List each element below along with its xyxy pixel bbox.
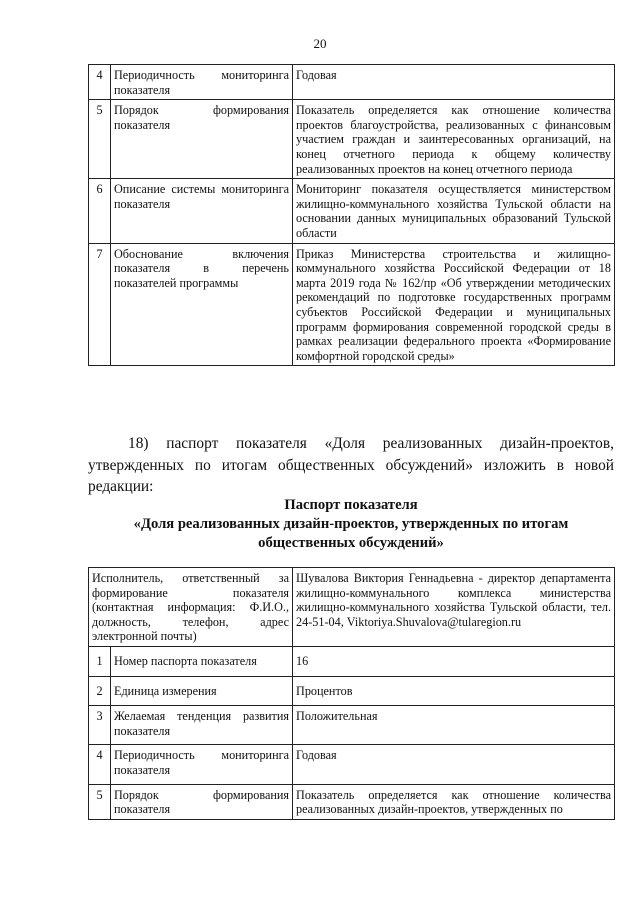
table-row: [89, 784, 615, 819]
responsible-value: Шувалова Виктория Геннадьевна - директор департамента жилищно-коммунального комплекса министерства жилищно-коммунального хозяйства Тульской области, тел. 24-51-04, Viktoriya.Shuvalova@tularegion.ru: [293, 568, 615, 647]
table-row: [89, 65, 615, 100]
row-label: Порядок формирования показателя: [111, 784, 293, 819]
row-number: 5: [89, 784, 111, 819]
table-row: [89, 179, 615, 243]
row-number: 3: [89, 706, 111, 745]
row-value: 16: [293, 646, 615, 676]
table-row: [89, 646, 615, 676]
amendment-paragraph: 18) паспорт показателя «Доля реализованных дизайн-проектов, утвержденных по итогам общественных обсуждений» изложить в новой редакции:: [88, 435, 614, 495]
page-bottom-margin: [0, 830, 640, 905]
table-row: [89, 243, 615, 366]
row-number: 5: [89, 100, 111, 179]
row-value: Годовая: [293, 745, 615, 784]
row-label: Описание системы мониторинга показателя: [111, 179, 293, 243]
row-label: Периодичность мониторинга показателя: [111, 745, 293, 784]
table-row: [89, 745, 615, 784]
row-value: Годовая: [293, 65, 615, 100]
passport-heading-line1: Паспорт показателя: [284, 497, 418, 513]
passport-heading-line2: «Доля реализованных дизайн-проектов, утвержденных по итогам общественных обсуждений»: [133, 516, 569, 551]
row-value: Приказ Министерства строительства и жилищно-коммунального хозяйства Российской Федерации от 18 марта 2019 года № 162/пр «Об утверждении методических рекомендаций по подготовке государственных программ субъектов Российской Федерации и муниципальных программ формирования современной городской среды в рамках реализации федерального проекта «Формирование комфортной городской среды»: [293, 243, 615, 366]
row-label: Единица измерения: [111, 676, 293, 706]
table-row: [89, 100, 615, 179]
indicator-table-continued: [88, 64, 615, 366]
row-value: Процентов: [293, 676, 615, 706]
table-row: [89, 676, 615, 706]
row-number: 1: [89, 646, 111, 676]
row-label: Обоснование включения показателя в перечень показателей программы: [111, 243, 293, 366]
page-number: 20: [313, 36, 327, 51]
passport-heading: [88, 496, 614, 553]
row-value: Мониторинг показателя осуществляется министерством жилищно-коммунального хозяйства Тульской области на основании данных муниципальных образований Тульской области: [293, 179, 615, 243]
table-header-row: [89, 568, 615, 647]
row-value: Положительная: [293, 706, 615, 745]
row-number: 4: [89, 745, 111, 784]
row-value: Показатель определяется как отношение количества проектов благоустройства, реализованных с финансовым участием граждан и заинтересованных организаций, на конец отчетного периода к общему количеству реализованных проектов на конец отчетного периода: [293, 100, 615, 179]
row-label: Периодичность мониторинга показателя: [111, 65, 293, 100]
row-value: Показатель определяется как отношение количества реализованных дизайн-проектов, утвержденных по: [293, 784, 615, 819]
row-number: 4: [89, 65, 111, 100]
row-label: Номер паспорта показателя: [111, 646, 293, 676]
responsible-label: Исполнитель, ответственный за формирование показателя (контактная информация: Ф.И.О., должность, телефон, адрес электронной почты): [89, 568, 293, 647]
indicator-passport-table: [88, 567, 615, 820]
row-label: Желаемая тенденция развития показателя: [111, 706, 293, 745]
row-number: 2: [89, 676, 111, 706]
row-number: 7: [89, 243, 111, 366]
row-number: 6: [89, 179, 111, 243]
table-row: [89, 706, 615, 745]
row-label: Порядок формирования показателя: [111, 100, 293, 179]
